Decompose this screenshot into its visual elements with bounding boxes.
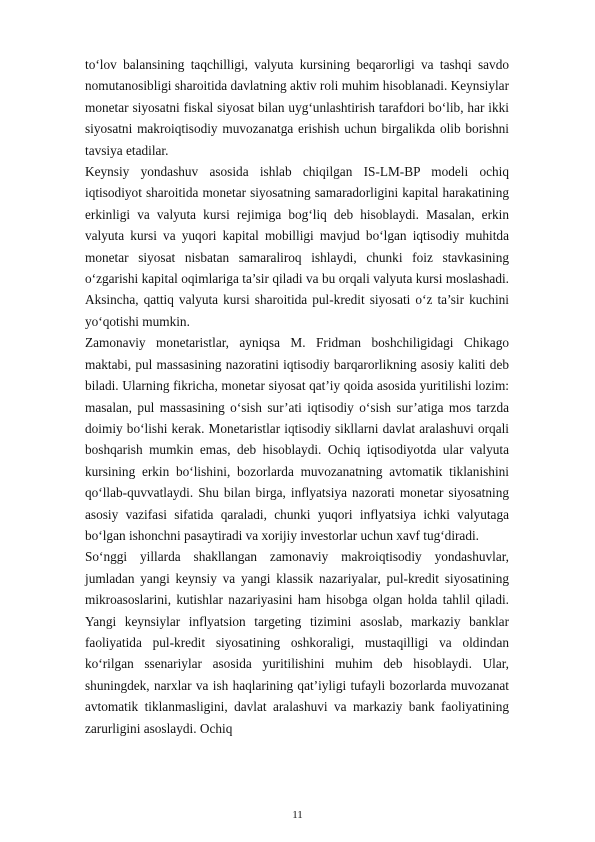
paragraph-4: So‘nggi yillarda shakllangan zamonaviy makroiqtisodiy yondashuvlar, jumladan yangi keynsiy va yangi klassik nazariyalar, pul-kredit siyosatining mikroasoslarini, kutishlar nazariyasini ham hisobga olgan holda tahlil qiladi. Yangi keynsiylar inflyatsion targeting tizimini asoslab, markaziy banklar faoliyatida pul-kredit siyosatining oshkoraligi, mustaqilligi va oldindan ko‘rilgan ssenariylar asosida yuritilishini muhim deb hisoblaydi. Ular, shuningdek, narxlar va ish haqlarining qat’iyligi tufayli bozorlarda muvozanat avtomatik tiklanmasligini, davlat aralashuvi va markaziy bank faoliyatining zarurligini asoslaydi. Ochiq	[85, 549, 509, 736]
paragraph-2: Keynsiy yondashuv asosida ishlab chiqilgan IS-LM-BP modeli ochiq iqtisodiyot sharoitida monetar siyosatning samaradorligini kapital harakatining erkinligi va valyuta kursi rejimiga bog‘liq deb hisoblaydi. Masalan, erkin valyuta kursi va yuqori kapital mobilligi mavjud bo‘lgan iqtisodiy muhitda monetar siyosat nisbatan samaraliroq ishlaydi, chunki foiz stavkasining o‘zgarishi kapital oqimlariga ta’sir qiladi va bu orqali valyuta kursi moslashadi. Aksincha, qattiq valyuta kursi sharoitida pul-kredit siyosati o‘z ta’sir kuchini yo‘qotishi mumkin.	[85, 164, 509, 329]
document-body	[85, 54, 509, 739]
page-number: 11	[292, 809, 303, 821]
paragraph-1: to‘lov balansining taqchilligi, valyuta kursining beqarorligi va tashqi savdo nomutanosibligi sharoitida davlatning aktiv roli muhim hisoblanadi. Keynsiylar monetar siyosatni fiskal siyosat bilan uyg‘unlashtirish tarafdori bo‘lib, har ikki siyosatni makroiqtisodiy muvozanatga erishish uchun birgalikda olib borishni tavsiya etadilar.	[85, 57, 509, 158]
paragraph-3: Zamonaviy monetaristlar, ayniqsa M. Fridman boshchiligidagi Chikago maktabi, pul massasining nazoratini iqtisodiy barqarorlikning asosiy kaliti deb biladi. Ularning fikricha, monetar siyosat qat’iy qoida asosida yuritilishi lozim: masalan, pul massasining o‘sish sur’ati iqtisodiy o‘sish sur’atiga mos tarzda doimiy bo‘lishi kerak. Monetaristlar iqtisodiy sikllarni davlat aralashuvi orqali boshqarish mumkin emas, deb hisoblaydi. Ochiq iqtisodiyotda ular valyuta kursining erkin bo‘lishini, bozorlarda muvozanatning avtomatik tiklanishini qo‘llab-quvvatlaydi. Shu bilan birga, inflyatsiya nazorati monetar siyosatning asosiy vazifasi sifatida qaraladi, chunki yuqori inflyatsiya ichki valyutaga bo‘lgan ishonchni pasaytiradi va xorijiy investorlar uchun xavf tug‘diradi.	[85, 335, 509, 543]
